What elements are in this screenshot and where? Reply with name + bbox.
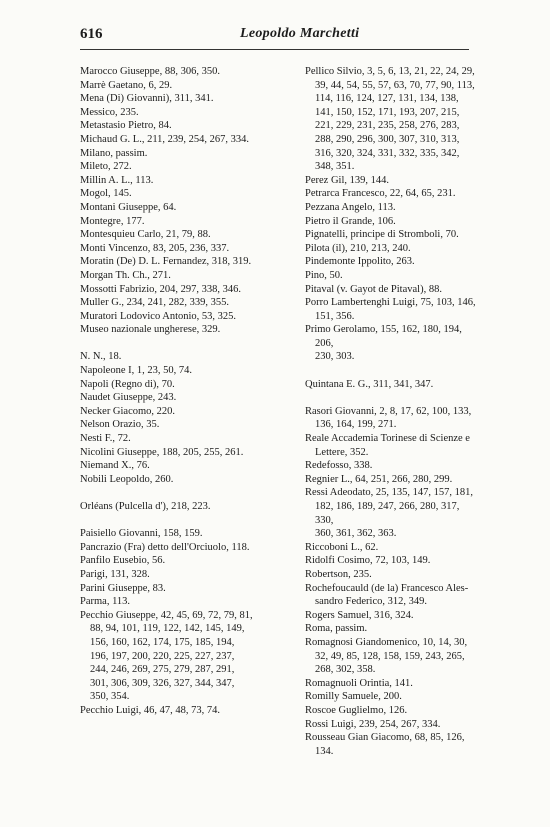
- index-entry-line: 230, 303.: [315, 351, 355, 363]
- index-entry-line: Nobili Leopoldo, 260.: [80, 473, 174, 485]
- index-entry-line: Redefosso, 338.: [305, 460, 373, 472]
- index-entry: [305, 554, 480, 568]
- header-rule: [80, 49, 469, 50]
- index-entry-line: Rochefoucauld (de la) Francesco Ales-: [305, 582, 469, 594]
- index-entry: [305, 432, 480, 459]
- index-entry-line: Ressi Adeodato, 25, 135, 147, 157, 181,: [305, 487, 473, 499]
- index-entry-line: Roscoe Guglielmo, 126.: [305, 704, 408, 716]
- index-entry-line: Michaud G. L., 211, 239, 254, 267, 334.: [80, 133, 250, 145]
- index-entry-line: 151, 356.: [315, 310, 355, 322]
- index-entry-line: Pilota (il), 210, 213, 240.: [305, 242, 411, 254]
- index-entry: [80, 459, 292, 473]
- index-entry-line: Lettere, 352.: [315, 446, 369, 458]
- index-entry: [80, 79, 292, 93]
- index-entry: [80, 500, 292, 514]
- index-entry-line: 360, 361, 362, 363.: [315, 528, 397, 540]
- index-entry-line: 221, 229, 231, 235, 258, 276, 283,: [315, 120, 460, 132]
- index-entry-line: Regnier L., 64, 251, 266, 280, 299.: [305, 473, 453, 485]
- index-entry: [305, 568, 480, 582]
- index-entry-line: Mena (Di) Giovanni), 311, 341.: [80, 93, 214, 105]
- index-entry-line: Pellico Silvio, 3, 5, 6, 13, 21, 22, 24, 29,: [305, 66, 475, 77]
- index-entry-line: 268, 302, 358.: [315, 664, 376, 676]
- index-entry-line: Riccoboni L., 62.: [305, 541, 379, 553]
- index-entry-line: Nesti F., 72.: [80, 433, 131, 445]
- index-entry: [80, 432, 292, 446]
- index-column-right: [305, 65, 480, 758]
- running-title: Leopoldo Marchetti: [240, 26, 360, 41]
- index-entry: [305, 622, 480, 636]
- index-entry-line: Orléans (Pulcella d'), 218, 223.: [80, 501, 211, 512]
- index-entry: [80, 255, 292, 269]
- index-entry: [305, 242, 480, 256]
- index-entry: [305, 323, 480, 364]
- index-entry-line: Pecchio Luigi, 46, 47, 48, 73, 74.: [80, 704, 220, 716]
- index-entry-line: Pindemonte Ippolito, 263.: [305, 256, 415, 268]
- index-entry: [305, 187, 480, 201]
- index-entry: [305, 718, 480, 732]
- index-entry-line: 350, 354.: [90, 691, 130, 703]
- index-entry: [305, 283, 480, 297]
- index-entry: [80, 323, 292, 337]
- index-entry: [80, 541, 292, 555]
- index-entry: [80, 242, 292, 256]
- index-entry: [80, 228, 292, 242]
- index-entry-line: Napoleone I, 1, 23, 50, 74.: [80, 365, 192, 377]
- index-entry-line: Perez Gil, 139, 144.: [305, 174, 389, 186]
- index-entry-line: 88, 94, 101, 119, 122, 142, 145, 149,: [90, 623, 245, 635]
- index-entry-line: Montani Giuseppe, 64.: [80, 201, 177, 213]
- index-entry: [80, 568, 292, 582]
- index-entry-line: Moratin (De) D. L. Fernandez, 318, 319.: [80, 256, 252, 268]
- index-entry: [80, 446, 292, 460]
- index-entry: [305, 228, 480, 242]
- index-entry-line: Porro Lambertenghi Luigi, 75, 103, 146,: [305, 297, 476, 309]
- index-entry-line: 136, 164, 199, 271.: [315, 419, 397, 431]
- index-entry: [80, 160, 292, 174]
- index-entry-line: Rasori Giovanni, 2, 8, 17, 62, 100, 133,: [305, 405, 472, 417]
- index-entry-line: Naudet Giuseppe, 243.: [80, 392, 177, 404]
- index-entry-line: Rossi Luigi, 239, 254, 267, 334.: [305, 718, 441, 730]
- index-entry-line: 156, 160, 162, 174, 175, 185, 194,: [90, 636, 235, 648]
- index-entry: [305, 378, 480, 392]
- index-entry-line: Millin A. L., 113.: [80, 174, 154, 186]
- section-gap: [305, 391, 480, 405]
- index-entry-line: 182, 186, 189, 247, 266, 280, 317, 330,: [315, 501, 460, 526]
- index-entry-line: Quintana E. G., 311, 341, 347.: [305, 378, 434, 390]
- section-gap: [80, 514, 292, 528]
- index-entry-line: Monti Vincenzo, 83, 205, 236, 337.: [80, 242, 230, 254]
- index-entry: [80, 418, 292, 432]
- index-entry-line: Pecchio Giuseppe, 42, 45, 69, 72, 79, 81,: [80, 609, 253, 621]
- index-entry: [305, 541, 480, 555]
- index-entry-line: Pezzana Angelo, 113.: [305, 201, 396, 213]
- index-entry: [305, 255, 480, 269]
- index-entry-line: Parini Giuseppe, 83.: [80, 582, 166, 594]
- index-entry-line: Milano, passim.: [80, 147, 148, 159]
- index-entry: [80, 527, 292, 541]
- index-entry-line: Muller G., 234, 241, 282, 339, 355.: [80, 297, 230, 309]
- index-entry-line: Paisiello Giovanni, 158, 159.: [80, 528, 203, 540]
- page-header: [80, 26, 468, 46]
- index-entry-line: 348, 351.: [315, 161, 355, 173]
- index-entry: [80, 133, 292, 147]
- index-entry: [80, 704, 292, 718]
- index-entry: [80, 174, 292, 188]
- index-entry-line: Parigi, 131, 328.: [80, 568, 150, 580]
- index-entry: [80, 119, 292, 133]
- index-entry: [80, 65, 292, 79]
- index-entry-line: Rogers Samuel, 316, 324.: [305, 609, 414, 621]
- page-number: 616: [80, 26, 103, 42]
- index-entry-line: Rousseau Gian Giacomo, 68, 85, 126, 134.: [305, 732, 465, 757]
- index-entry: [305, 609, 480, 623]
- index-entry-line: Museo nazionale ungherese, 329.: [80, 324, 221, 336]
- index-entry: [80, 405, 292, 419]
- index-entry-line: Mossotti Fabrizio, 204, 297, 338, 346.: [80, 283, 242, 295]
- index-entry: [305, 201, 480, 215]
- index-entry: [305, 486, 480, 540]
- index-entry-line: 141, 150, 152, 171, 193, 207, 215,: [315, 106, 460, 118]
- index-entry-line: 288, 290, 296, 300, 307, 310, 313,: [315, 133, 460, 145]
- index-entry-line: 196, 197, 200, 220, 225, 227, 237,: [90, 650, 235, 662]
- index-entry: [80, 595, 292, 609]
- index-entry: [305, 269, 480, 283]
- index-entry-line: Nelson Orazio, 35.: [80, 419, 160, 431]
- index-entry-line: sandro Federico, 312, 349.: [315, 596, 427, 608]
- index-entry: [80, 364, 292, 378]
- index-entry-line: Montesquieu Carlo, 21, 79, 88.: [80, 229, 211, 241]
- index-entry: [80, 201, 292, 215]
- index-entry-line: Muratori Lodovico Antonio, 53, 325.: [80, 310, 237, 322]
- index-entry-line: Pietro il Grande, 106.: [305, 215, 396, 227]
- index-entry: [80, 473, 292, 487]
- index-entry-line: 114, 116, 124, 127, 131, 134, 138,: [315, 93, 459, 105]
- index-entry-line: Romagnosi Giandomenico, 10, 14, 30,: [305, 636, 468, 648]
- index-entry-line: Napoli (Regno di), 70.: [80, 378, 175, 390]
- index-entry: [80, 283, 292, 297]
- index-entry-line: 39, 44, 54, 55, 57, 63, 70, 77, 90, 113,: [315, 79, 475, 91]
- index-entry: [305, 704, 480, 718]
- index-entry: [80, 554, 292, 568]
- index-entry-line: Morgan Th. Ch., 271.: [80, 269, 171, 281]
- index-entry-line: Petrarca Francesco, 22, 64, 65, 231.: [305, 188, 456, 200]
- index-entry: [80, 310, 292, 324]
- index-entry-line: Necker Giacomo, 220.: [80, 405, 176, 417]
- index-entry: [80, 582, 292, 596]
- index-entry-line: Pino, 50.: [305, 269, 343, 281]
- index-entry: [305, 459, 480, 473]
- index-entry-line: Pancrazio (Fra) detto dell'Orciuolo, 118.: [80, 541, 250, 553]
- index-entry: [305, 296, 480, 323]
- index-entry: [305, 215, 480, 229]
- index-entry: [80, 106, 292, 120]
- index-entry: [305, 473, 480, 487]
- index-entry-line: Romagnuoli Orintia, 141.: [305, 677, 413, 689]
- index-entry: [80, 269, 292, 283]
- index-entry-line: 244, 246, 269, 275, 279, 287, 291,: [90, 664, 235, 676]
- index-entry: [305, 174, 480, 188]
- index-entry-line: Pitaval (v. Gayot de Pitaval), 88.: [305, 283, 442, 295]
- index-entry: [305, 690, 480, 704]
- index-entry-line: Primo Gerolamo, 155, 162, 180, 194, 206,: [305, 324, 462, 349]
- index-entry: [305, 582, 480, 609]
- index-entry-line: Panfilo Eusebio, 56.: [80, 555, 166, 567]
- index-entry-line: Mileto, 272.: [80, 161, 132, 173]
- section-gap: [305, 364, 480, 378]
- index-entry: [80, 296, 292, 310]
- index-entry: [80, 609, 292, 704]
- index-entry-line: Metastasio Pietro, 84.: [80, 120, 172, 132]
- index-entry-line: Mogol, 145.: [80, 188, 132, 200]
- index-entry-line: Montegre, 177.: [80, 215, 145, 227]
- section-gap: [80, 337, 292, 351]
- index-entry-line: Niemand X., 76.: [80, 460, 150, 472]
- index-entry-line: Robertson, 235.: [305, 568, 372, 580]
- index-column-left: [80, 65, 292, 718]
- index-entry-line: Ridolfi Cosimo, 72, 103, 149.: [305, 555, 431, 567]
- index-entry: [80, 92, 292, 106]
- index-entry-line: Pignatelli, principe di Stromboli, 70.: [305, 229, 459, 241]
- section-gap: [80, 486, 292, 500]
- index-entry-line: 32, 49, 85, 128, 158, 159, 243, 265,: [315, 650, 465, 662]
- index-entry-line: Marrè Gaetano, 6, 29.: [80, 79, 173, 91]
- index-entry-line: Roma, passim.: [305, 623, 368, 635]
- index-entry: [80, 350, 292, 364]
- index-entry: [305, 677, 480, 691]
- index-entry: [80, 187, 292, 201]
- index-entry: [305, 405, 480, 432]
- index-entry: [305, 636, 480, 677]
- index-entry-line: Parma, 113.: [80, 596, 131, 608]
- index-entry-line: Reale Accademia Torinese di Scienze e: [305, 433, 470, 445]
- index-entry: [80, 215, 292, 229]
- index-entry-line: 301, 306, 309, 326, 327, 344, 347,: [90, 677, 235, 689]
- index-entry: [80, 378, 292, 392]
- index-entry-line: Nicolini Giuseppe, 188, 205, 255, 261.: [80, 446, 244, 458]
- index-entry-line: Romilly Samuele, 200.: [305, 691, 402, 703]
- index-entry: [80, 391, 292, 405]
- index-entry-line: Messico, 235.: [80, 106, 139, 118]
- index-entry-line: 316, 320, 324, 331, 332, 335, 342,: [315, 147, 460, 159]
- index-entry: [80, 147, 292, 161]
- index-entry: [305, 65, 480, 174]
- index-entry-line: N. N., 18.: [80, 351, 122, 363]
- index-entry: [305, 731, 480, 758]
- index-entry-line: Marocco Giuseppe, 88, 306, 350.: [80, 66, 220, 77]
